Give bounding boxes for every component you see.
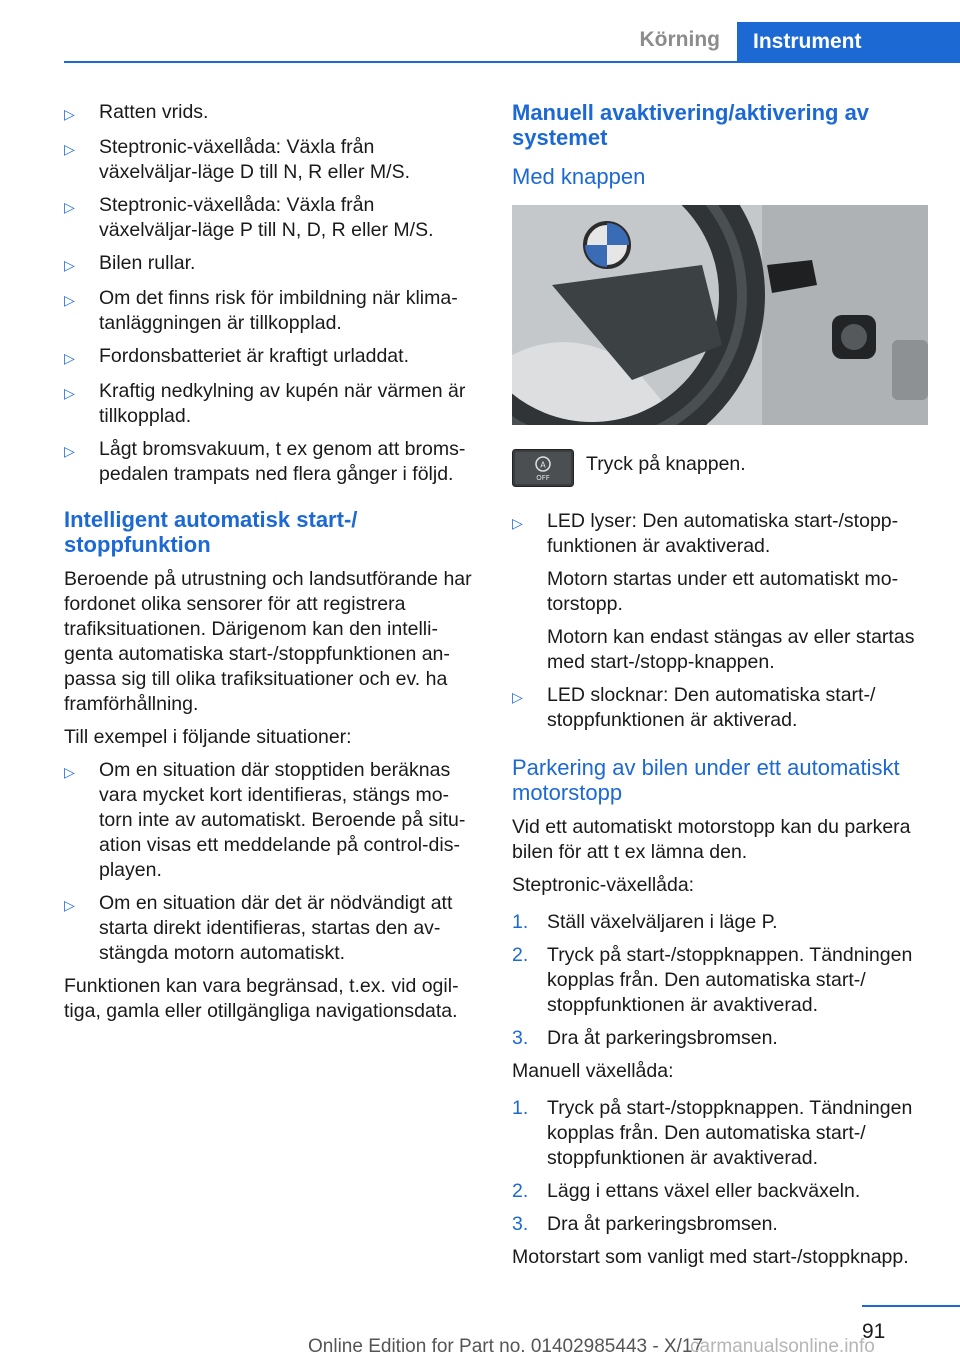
triangle-bullet-icon: ▷ [64, 199, 75, 215]
watermark: carmanualsonline.info [690, 1336, 875, 1357]
list-item: 1. Tryck på start-/stoppknappen. Tändningen kopplas från. Den automatiska start-/ stoppfunktionen är avaktiverad. [512, 1097, 913, 1169]
led-list [512, 509, 930, 733]
list-item: 3. Dra åt parkeringsbromsen. [512, 1213, 778, 1235]
final-note: Motorstart som vanligt med start-/stoppknapp. [512, 1246, 909, 1268]
edition-footer: Online Edition for Part no. 01402985443 - X/17 [308, 1336, 704, 1357]
triangle-bullet-icon: ▷ [64, 350, 75, 366]
steptronic-label: Steptronic-växellåda: [512, 874, 695, 896]
button-caption: Tryck på knappen. [586, 453, 746, 475]
condition-list [64, 100, 478, 487]
triangle-bullet-icon: ▷ [64, 443, 75, 459]
list-item: 1. Ställ växelväljaren i läge P. [512, 911, 778, 933]
intro-paragraph: Beroende på utrustning och landsutförande har fordonet olika sensorer för att registrera trafiksituationen. Därigenom kan den intelli-genta automatiska start-/stoppfunktionen an-passa sig till olika trafiksituationer och ev. ha framförhållning. [64, 568, 472, 715]
triangle-bullet-icon: ▷ [64, 292, 75, 308]
left-column [64, 100, 478, 1032]
triangle-bullet-icon: ▷ [64, 257, 75, 273]
button-instruction [512, 452, 930, 487]
triangle-bullet-icon: ▷ [64, 106, 75, 122]
section-tab: Körning [639, 28, 720, 51]
triangle-bullet-icon: ▷ [64, 764, 75, 780]
list-item: ▷ Lågt bromsvakuum, t ex genom att broms-pedalen trampats ned flera gånger i följd. [64, 438, 466, 485]
list-item: ▷ Kraftig nedkylning av kupén när värmen är tillkopplad. [64, 380, 466, 427]
list-item: ▷ Bilen rullar. [64, 251, 478, 278]
list-item-text: LED lyser: Den automatiska start-/stopp-funktionen är avaktiverad. [547, 510, 899, 557]
right-column [512, 100, 930, 1278]
list-item: ▷ Om en situation där det är nödvändigt att starta direkt identifieras, startas den av-stängda motorn automatiskt. [64, 892, 453, 964]
list-item: ▷ Steptronic-växellåda: Växla från växelväljar-läge D till N, R eller M/S. [64, 136, 411, 183]
manual-label: Manuell växellåda: [512, 1060, 674, 1082]
section-heading: Manuell avaktivering/aktivering av systemet [512, 100, 870, 150]
limitation-note: Funktionen kan vara begränsad, t.ex. vid ogil-tiga, gamla eller otillgängliga navigationsdata. [64, 975, 459, 1022]
list-item [512, 509, 930, 675]
list-item: ▷ Om det finns risk för imbildning när klima-tanläggningen är tillkopplad. [64, 287, 458, 334]
page-header [0, 0, 960, 62]
active-section-tab: Instrument [737, 22, 960, 62]
list-item: 2. Lägg i ettans växel eller backväxeln. [512, 1180, 861, 1202]
footer-rule [862, 1305, 960, 1307]
triangle-bullet-icon: ▷ [64, 385, 75, 401]
examples-list [64, 758, 478, 966]
svg-text:OFF: OFF [536, 474, 550, 482]
triangle-bullet-icon: ▷ [64, 141, 75, 157]
triangle-bullet-icon: ▷ [512, 515, 523, 531]
examples-label: Till exempel i följande situationer: [64, 726, 352, 748]
page-number: 91 [862, 1320, 886, 1343]
list-item-text: Motorn startas under ett automatiskt mo-torstopp. [547, 568, 899, 615]
auto-start-stop-button-icon [512, 449, 574, 487]
list-item: ▷ Ratten vrids. [64, 100, 478, 127]
manual-steps [512, 1096, 930, 1237]
triangle-bullet-icon: ▷ [64, 897, 75, 913]
list-item: 2. Tryck på start-/stoppknappen. Tändningen kopplas från. Den automatiska start-/ stoppfunktionen är avaktiverad. [512, 944, 913, 1016]
section-heading: Intelligent automatisk start-/ stoppfunktion [64, 507, 358, 557]
parking-intro: Vid ett automatiskt motorstopp kan du parkera bilen för att t ex lämna den. [512, 816, 911, 863]
list-item: ▷ Fordonsbatteriet är kraftigt urladdat. [64, 344, 478, 371]
triangle-bullet-icon: ▷ [512, 689, 523, 705]
steering-wheel-photo [512, 205, 928, 425]
list-item: ▷ Om en situation där stopptiden beräknas vara mycket kort identifieras, stängs mo-torn inte av automatiskt. Beroende på situ-ation visas ett meddelande på control-dis-playen. [64, 759, 466, 881]
svg-text:A: A [540, 460, 546, 470]
header-rule [64, 61, 960, 63]
list-item: ▷ Steptronic-växellåda: Växla från växelväljar-läge P till N, D, R eller M/S. [64, 194, 434, 241]
subsection-heading: Med knappen [512, 164, 646, 189]
list-item-text: Motorn kan endast stängas av eller startas med start-/stopp-knappen. [547, 626, 915, 673]
subsection-heading: Parkering av bilen under ett automatiskt motorstopp [512, 755, 900, 805]
list-item: 3. Dra åt parkeringsbromsen. [512, 1027, 778, 1049]
steptronic-steps [512, 910, 930, 1051]
list-item: ▷ LED slocknar: Den automatiska start-/ stoppfunktionen är aktiverad. [512, 684, 876, 731]
